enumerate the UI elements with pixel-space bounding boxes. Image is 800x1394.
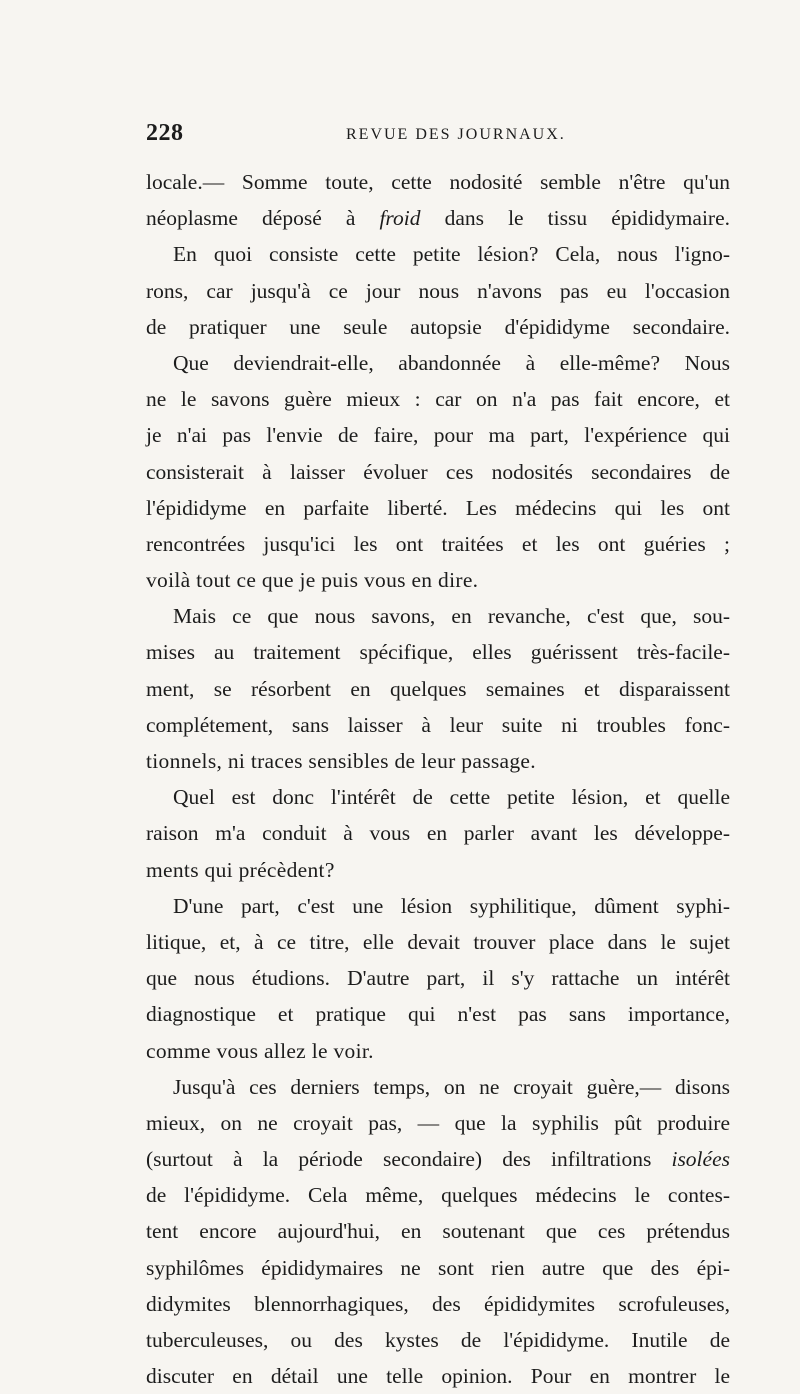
paragraph-end-line: voilà tout ce que je puis vous en dire. (146, 568, 479, 593)
paragraph-start-line: Que deviendrait-elle, abandonnée à elle-même? Nous (173, 350, 730, 375)
running-head (146, 120, 730, 154)
text-line: de l'épididyme. Cela même, quelques médecins le contes- (146, 1183, 730, 1208)
text-line: ment, se résorbent en quelques semaines et disparaissent (146, 676, 730, 701)
text-line: didymites blennorrhagiques, des épididymites scrofuleuses, (146, 1291, 730, 1316)
text-line: l'épididyme en parfaite liberté. Les médecins qui les ont (146, 495, 730, 520)
text-line: tent encore aujourd'hui, en soutenant que ces prétendus (146, 1219, 730, 1244)
text-line: je n'ai pas l'envie de faire, pour ma part, l'expérience qui (146, 423, 730, 448)
italic-word: isolées (671, 1147, 730, 1172)
italic-word: froid (379, 206, 421, 231)
paragraph-end-line: comme vous allez le voir. (146, 1038, 374, 1063)
text-line: mieux, on ne croyait pas, — que la syphilis pût produire (146, 1110, 730, 1135)
text-line: néoplasme déposé à froid dans le tissu épididymaire. (146, 206, 730, 231)
text-line: rencontrées jusqu'ici les ont traitées et les ont guéries ; (146, 531, 730, 556)
text-line: de pratiquer une seule autopsie d'épididyme secondaire. (146, 314, 730, 339)
text-line: consisterait à laisser évoluer ces nodosités secondaires de (146, 459, 730, 484)
text-line: (surtout à la période secondaire) des infiltrations isolées (146, 1147, 730, 1172)
text-line: litique, et, à ce titre, elle devait trouver place dans le sujet (146, 929, 730, 954)
paragraph-end-line: tionnels, ni traces sensibles de leur passage. (146, 749, 536, 773)
paragraph-start-line: D'une part, c'est une lésion syphilitique, dûment syphi- (173, 893, 730, 918)
paragraph-start-line: Jusqu'à ces derniers temps, on ne croyait guère,— disons (173, 1074, 730, 1099)
text-line: locale.— Somme toute, cette nodosité semble n'être qu'un (146, 170, 730, 194)
text-line: mises au traitement spécifique, elles guérissent très-facile- (146, 640, 730, 665)
paragraph-start-line: Quel est donc l'intérêt de cette petite lésion, et quelle (173, 785, 730, 810)
text-line: complétement, sans laisser à leur suite ni troubles fonc- (146, 712, 730, 737)
text-line: que nous étudions. D'autre part, il s'y rattache un intérêt (146, 966, 730, 991)
text-line: diagnostique et pratique qui n'est pas sans importance, (146, 1002, 730, 1027)
paragraph-start-line: En quoi consiste cette petite lésion? Cela, nous l'igno- (173, 242, 730, 267)
text-line: syphilômes épididymaires ne sont rien autre que des épi- (146, 1255, 730, 1280)
page-number: 228 (146, 120, 184, 146)
text-line: raison m'a conduit à vous en parler avant les développe- (146, 821, 730, 846)
text-line: tuberculeuses, ou des kystes de l'épididyme. Inutile de (146, 1328, 730, 1352)
journal-title: REVUE DES JOURNAUX. (346, 126, 566, 143)
paragraph-end-line: ments qui précèdent? (146, 857, 335, 882)
body-text (146, 164, 730, 1394)
paragraph-start-line: Mais ce que nous savons, en revanche, c'est que, sou- (173, 604, 730, 629)
text-line: discuter en détail une telle opinion. Pour en montrer le (146, 1364, 730, 1389)
text-line: rons, car jusqu'à ce jour nous n'avons pas eu l'occasion (146, 278, 730, 303)
text-line: ne le savons guère mieux : car on n'a pas fait encore, et (146, 387, 730, 412)
